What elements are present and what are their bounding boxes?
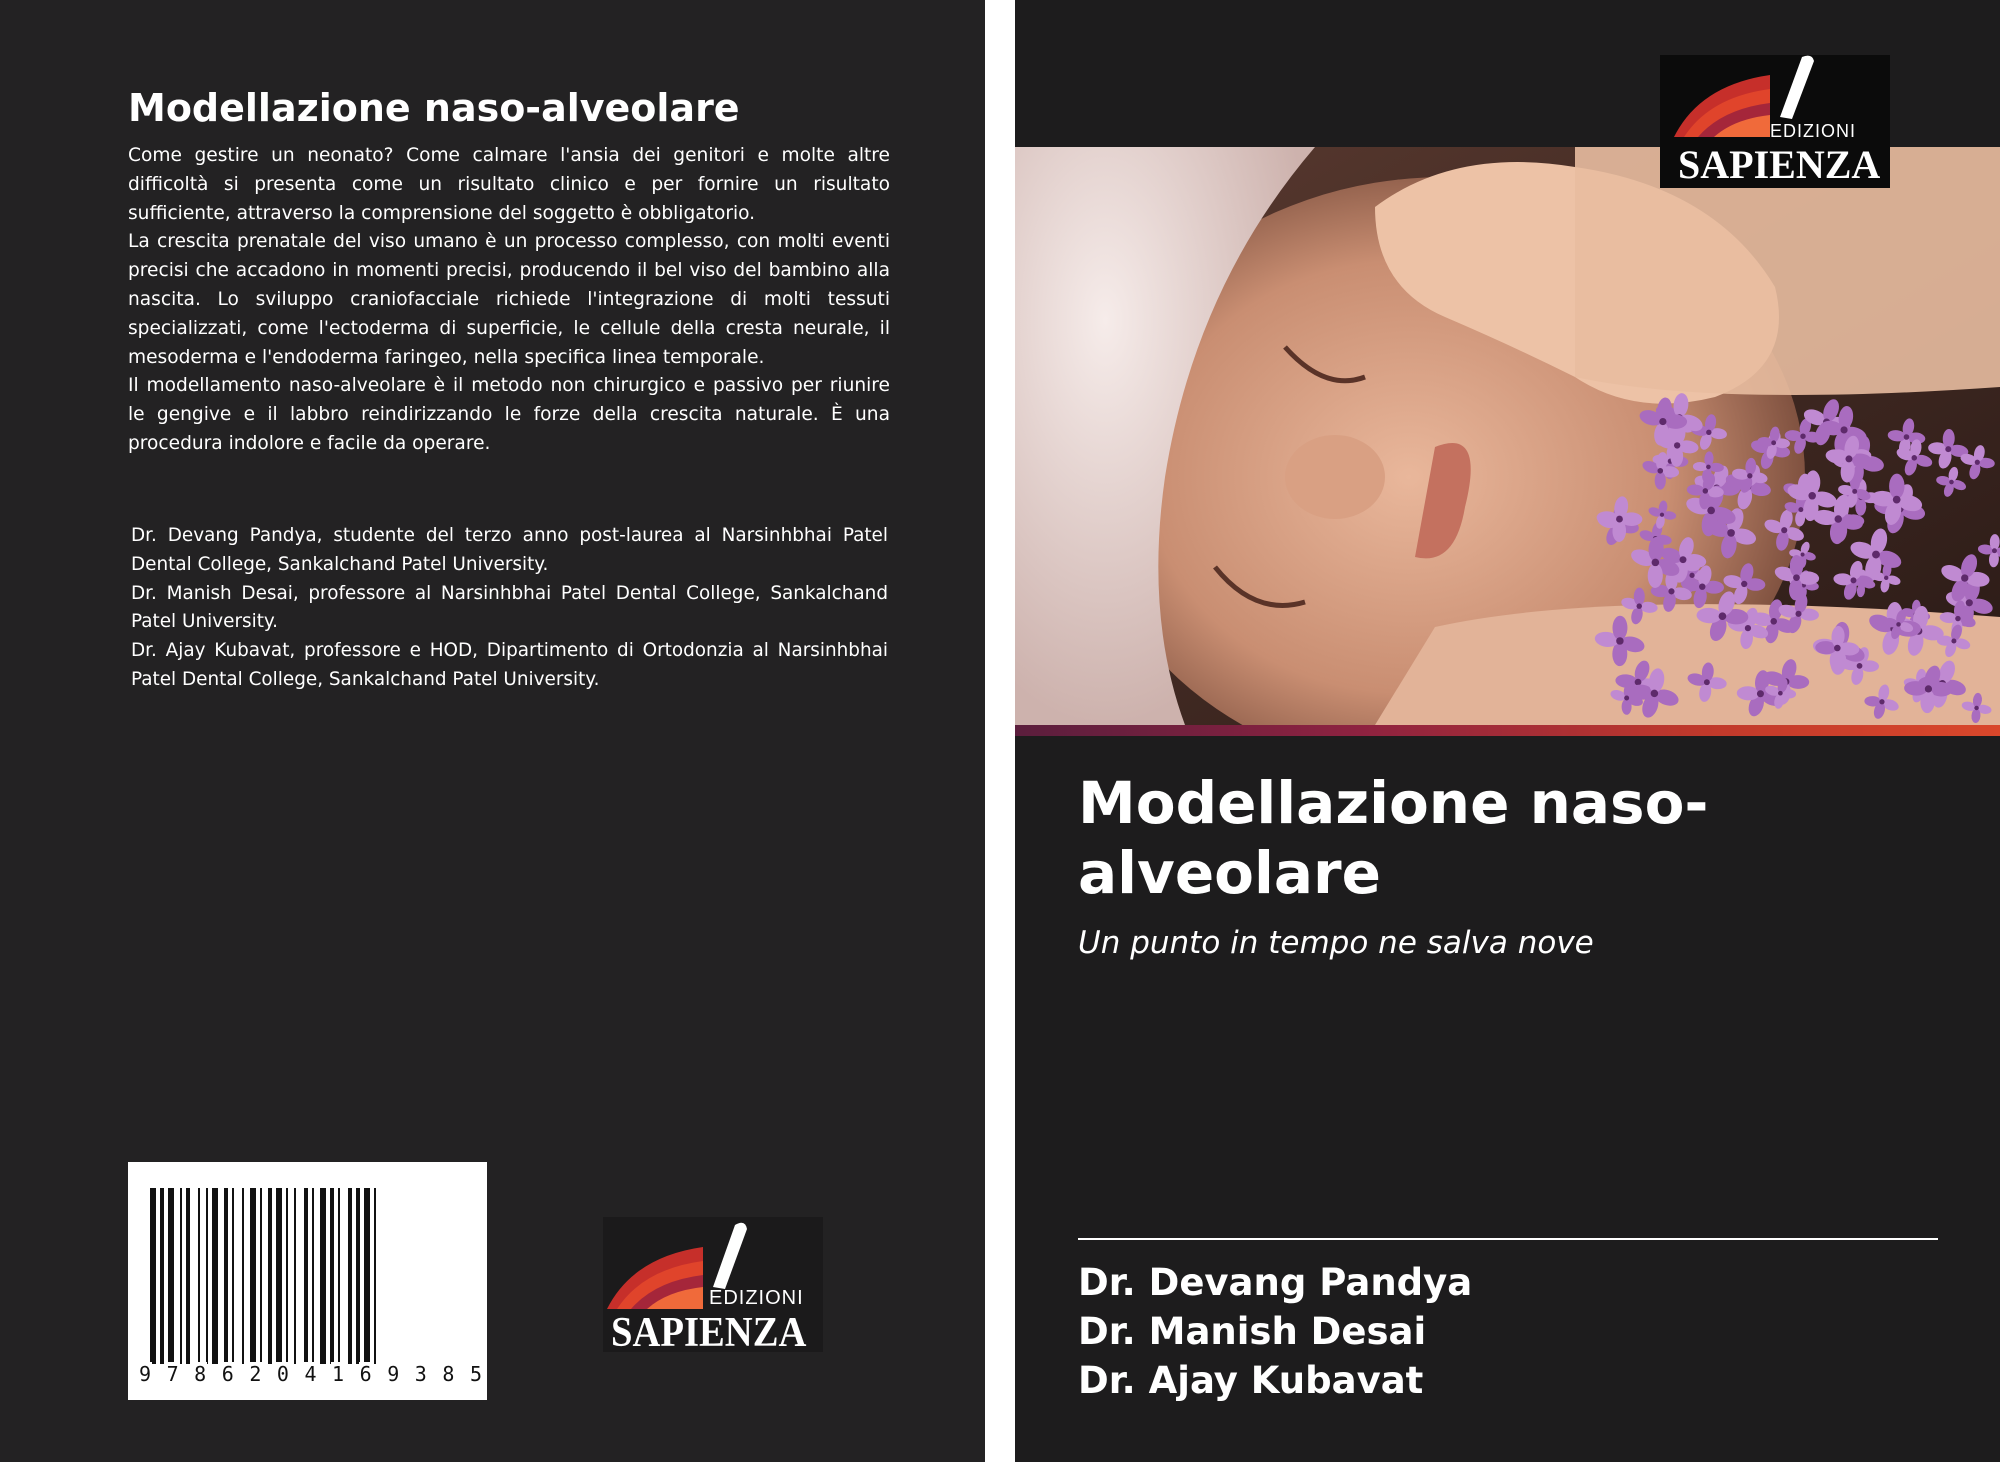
- book-blurb: [128, 142, 890, 459]
- isbn-digit: 5: [469, 1362, 482, 1386]
- barcode-bar: [330, 1188, 334, 1364]
- isbn-digit: 9: [139, 1362, 152, 1386]
- author-bios: [131, 522, 888, 695]
- lilac-blossom: [1686, 662, 1727, 703]
- blurb-paragraph: Come gestire un neonato? Come calmare l'ansia dei genitori e molte altre difficoltà si presenta come un risultato clinico e per fornire un risultato sufficiente, attraverso la comprensione del soggetto è obbligatorio.: [128, 145, 890, 224]
- lilac-flowers: [1015, 147, 2000, 725]
- back-cover: [0, 0, 985, 1462]
- barcode-bar: [364, 1188, 370, 1364]
- isbn-digit: 6: [359, 1362, 372, 1386]
- blurb-paragraph: La crescita prenatale del viso umano è un processo complesso, con molti eventi precisi che accadono in momenti precisi, producendo il bel viso del bambino alla nascita. Lo sviluppo craniofacciale richiede l'integrazione di molti tessuti specializzati, come l'ectoderma di superficie, le cellule della cresta neurale, il mesoderma e l'endoderma faringeo, nella specifica linea temporale.: [128, 231, 890, 368]
- barcode-bar: [320, 1188, 326, 1364]
- barcode-bar: [150, 1188, 156, 1364]
- lilac-blossom: [1647, 500, 1676, 530]
- publisher-edizioni-label: EDIZIONI: [709, 1287, 804, 1309]
- barcode-bar: [250, 1188, 256, 1364]
- isbn-digit: 9: [387, 1362, 400, 1386]
- front-cover-title: Modellazione naso-alveolare: [1078, 769, 1709, 907]
- barcode-bar: [374, 1188, 376, 1364]
- author-name: Dr. Manish Desai: [1078, 1310, 1427, 1353]
- barcode-bar: [232, 1188, 234, 1364]
- back-cover-title: Modellazione naso-alveolare: [128, 86, 740, 130]
- author-bio: Dr. Devang Pandya, studente del terzo anno post-laurea al Narsinhbhai Patel Dental College, Sankalchand Patel University.: [131, 525, 888, 575]
- lilac-blossom: [1596, 495, 1642, 542]
- lilac-blossom: [1961, 692, 1992, 723]
- front-cover-subtitle: Un punto in tempo ne salva nove: [1078, 925, 1594, 961]
- barcode-bar: [304, 1188, 308, 1364]
- isbn-digit: 3: [414, 1362, 427, 1386]
- isbn-number: [138, 1362, 483, 1386]
- blurb-paragraph: Il modellamento naso-alveolare è il metodo non chirurgico e passivo per riunire le gengive e il labbro reindirizzando le forze della crescita naturale. È una procedura indolore e facile da operare.: [128, 375, 890, 454]
- front-cover: [1015, 0, 2000, 1462]
- barcode-bar: [268, 1188, 272, 1364]
- lilac-blossom: [1864, 683, 1900, 720]
- barcode-bar: [260, 1188, 262, 1364]
- isbn-digit: 0: [276, 1362, 289, 1386]
- isbn-digit: 8: [194, 1362, 207, 1386]
- publisher-logo-back: [603, 1217, 823, 1356]
- lilac-blossom: [1773, 555, 1819, 601]
- barcode-bar: [206, 1188, 208, 1364]
- publisher-logo-front: [1660, 55, 1890, 188]
- barcode-bar: [160, 1188, 164, 1364]
- author-list: [1078, 1258, 1958, 1405]
- barcode-bar: [312, 1188, 314, 1364]
- isbn-digit: 2: [249, 1362, 262, 1386]
- barcode-bar: [168, 1188, 174, 1364]
- isbn-digit: 1: [332, 1362, 345, 1386]
- barcode-bar: [338, 1188, 340, 1364]
- publisher-name-label: SAPIENZA: [611, 1310, 807, 1356]
- isbn-digit: 8: [442, 1362, 455, 1386]
- barcode-bar: [186, 1188, 190, 1364]
- publisher-edizioni-label: EDIZIONI: [1770, 121, 1857, 141]
- isbn-digit: 4: [304, 1362, 317, 1386]
- author-name: Dr. Ajay Kubavat: [1078, 1359, 1424, 1402]
- lilac-blossom: [1977, 534, 2000, 568]
- barcode-bar: [212, 1188, 218, 1364]
- barcode-bar: [224, 1188, 228, 1364]
- barcode-bar: [276, 1188, 282, 1364]
- barcode-bar: [356, 1188, 360, 1364]
- author-divider: [1078, 1238, 1938, 1240]
- accent-stripe: [1015, 725, 2000, 736]
- lilac-blossom: [1937, 623, 1972, 658]
- isbn-barcode: [128, 1162, 487, 1400]
- barcode-bar: [180, 1188, 182, 1364]
- barcode-bar: [348, 1188, 352, 1364]
- lilac-blossom: [1935, 466, 1967, 498]
- barcode-bar: [198, 1188, 200, 1364]
- barcode-bar: [286, 1188, 288, 1364]
- lilac-blossom: [1928, 429, 1970, 470]
- cover-photo-sleeping-baby: [1015, 147, 2000, 725]
- isbn-digit: 6: [221, 1362, 234, 1386]
- isbn-digit: 7: [166, 1362, 179, 1386]
- barcode-bar: [242, 1188, 244, 1364]
- author-name: Dr. Devang Pandya: [1078, 1261, 1473, 1304]
- author-bio: Dr. Ajay Kubavat, professore e HOD, Dipartimento di Ortodonzia al Narsinhbhai Patel Dental College, Sankalchand Patel University.: [131, 640, 888, 690]
- publisher-name-label: SAPIENZA: [1678, 142, 1881, 187]
- barcode-bar: [294, 1188, 296, 1364]
- author-bio: Dr. Manish Desai, professore al Narsinhbhai Patel Dental College, Sankalchand Patel University.: [131, 582, 888, 633]
